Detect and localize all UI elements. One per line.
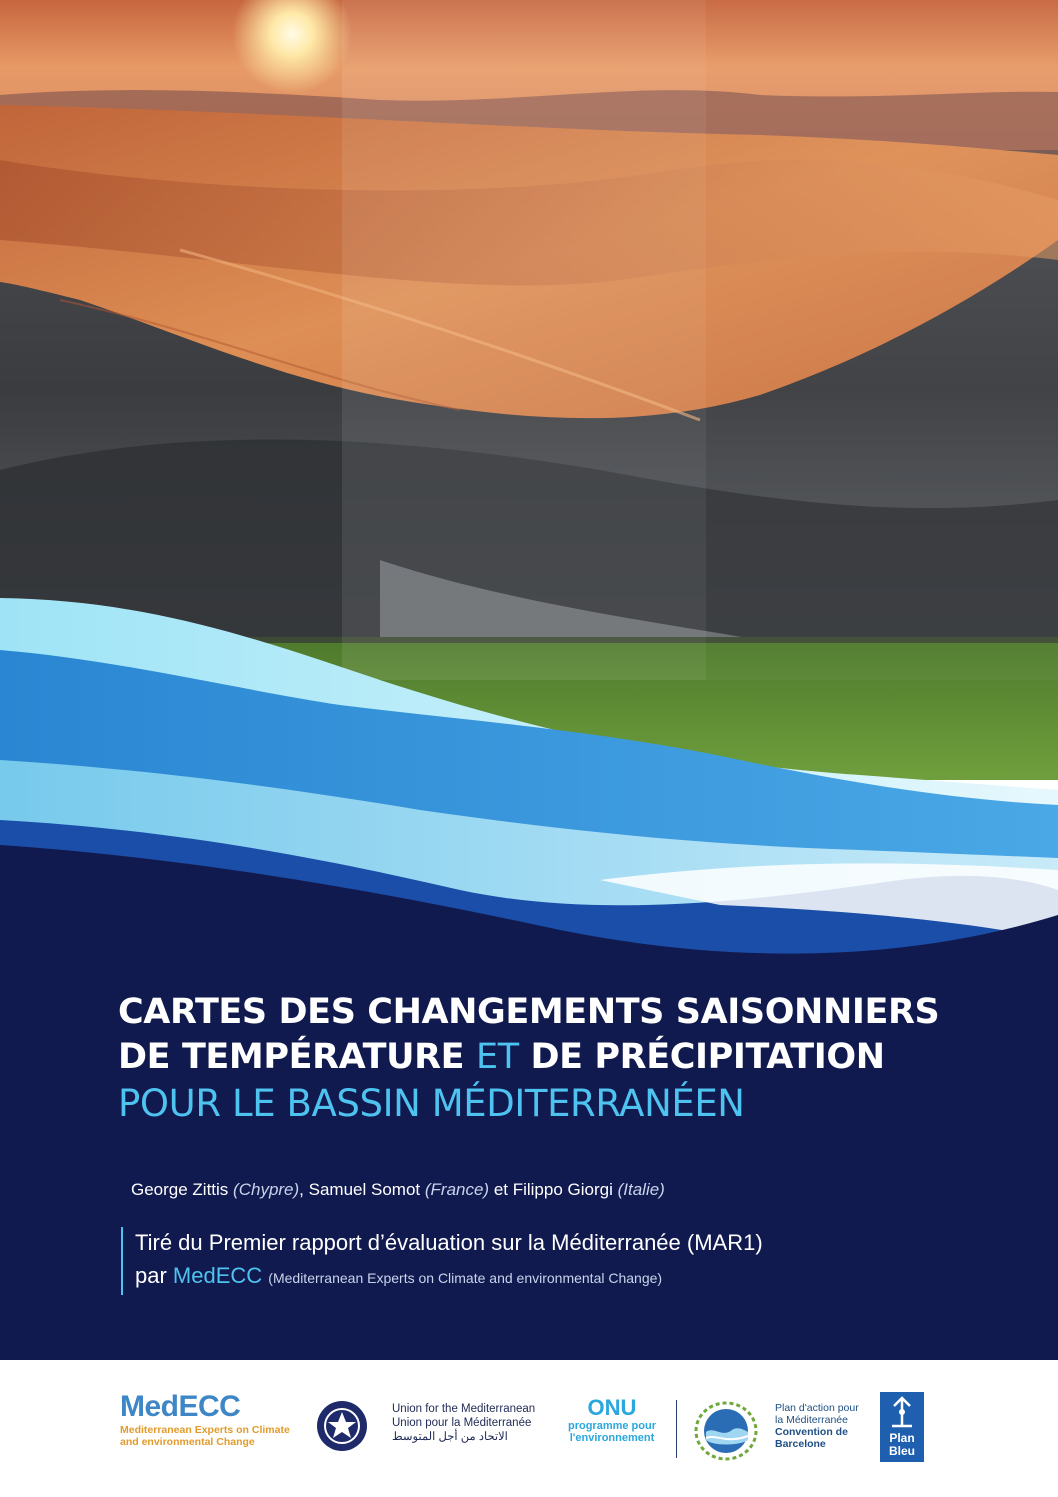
source-brand-full: (Mediterranean Experts on Climate and environmental Change) [268, 1270, 663, 1286]
unep-logo [562, 1396, 662, 1444]
map-line-2: la Méditerranée [775, 1414, 848, 1426]
title-line-3: POUR LE BASSIN MÉDITERRANÉEN [118, 1082, 745, 1125]
medecc-logo [120, 1390, 310, 1448]
title-line-2-part-b: DE PRÉCIPITATION [518, 1037, 885, 1077]
title-line-2-accent: ET [475, 1037, 519, 1077]
source-prefix: par [135, 1263, 173, 1288]
author-name: Samuel Somot [308, 1180, 421, 1199]
logo-divider [676, 1400, 677, 1458]
map-line-4: Barcelone [775, 1438, 826, 1450]
title-line-2-part-a: DE TEMPÉRATURE [118, 1037, 476, 1077]
ufm-line-2: Union pour la Méditerranée [392, 1417, 532, 1429]
plan-bleu-line-1: Plan [889, 1431, 915, 1445]
cover-title [118, 990, 1018, 1128]
title-line-1: CARTES DES CHANGEMENTS SAISONNIERS [118, 992, 940, 1032]
medecc-subtitle-2: and environmental Change [120, 1436, 255, 1448]
author-country: (Italie) [617, 1180, 665, 1199]
author-list [131, 1180, 665, 1200]
medecc-subtitle-1: Mediterranean Experts on Climate [120, 1424, 290, 1436]
map-line-3: Convention de [775, 1426, 848, 1438]
plan-bleu-logo [880, 1392, 924, 1462]
map-emblem-icon [692, 1400, 760, 1462]
ufm-line-1: Union for the Mediterranean [392, 1403, 536, 1415]
ufm-text [392, 1402, 535, 1444]
medecc-wordmark: MedECC [120, 1390, 241, 1423]
source-publisher [135, 1259, 763, 1295]
unep-line-2: programme pour [567, 1420, 656, 1432]
source-brand: MedECC [172, 1263, 263, 1288]
author-conjunction: et [489, 1180, 513, 1199]
unep-wordmark: ONU [587, 1395, 637, 1420]
ufm-emblem-icon [316, 1400, 368, 1452]
author-separator: , [299, 1180, 309, 1199]
map-text [775, 1402, 859, 1450]
plan-bleu-line-2: Bleu [888, 1444, 915, 1458]
author-name: George Zittis [131, 1180, 229, 1199]
source-note [121, 1227, 763, 1295]
source-report: Tiré du Premier rapport d’évaluation sur la Méditerranée (MAR1) [135, 1230, 763, 1255]
map-line-1: Plan d'action pour [775, 1402, 859, 1414]
author-country: (Chypre) [233, 1180, 300, 1199]
title-line-2 [118, 1035, 1018, 1080]
partner-logos [0, 1360, 1058, 1497]
plan-bleu-icon [880, 1392, 924, 1432]
unep-line-3: l'environnement [569, 1432, 655, 1444]
author-country: (France) [424, 1180, 490, 1199]
author-name: Filippo Giorgi [512, 1180, 613, 1199]
ufm-line-3: الاتحاد من أجل المتوسط [392, 1431, 508, 1443]
